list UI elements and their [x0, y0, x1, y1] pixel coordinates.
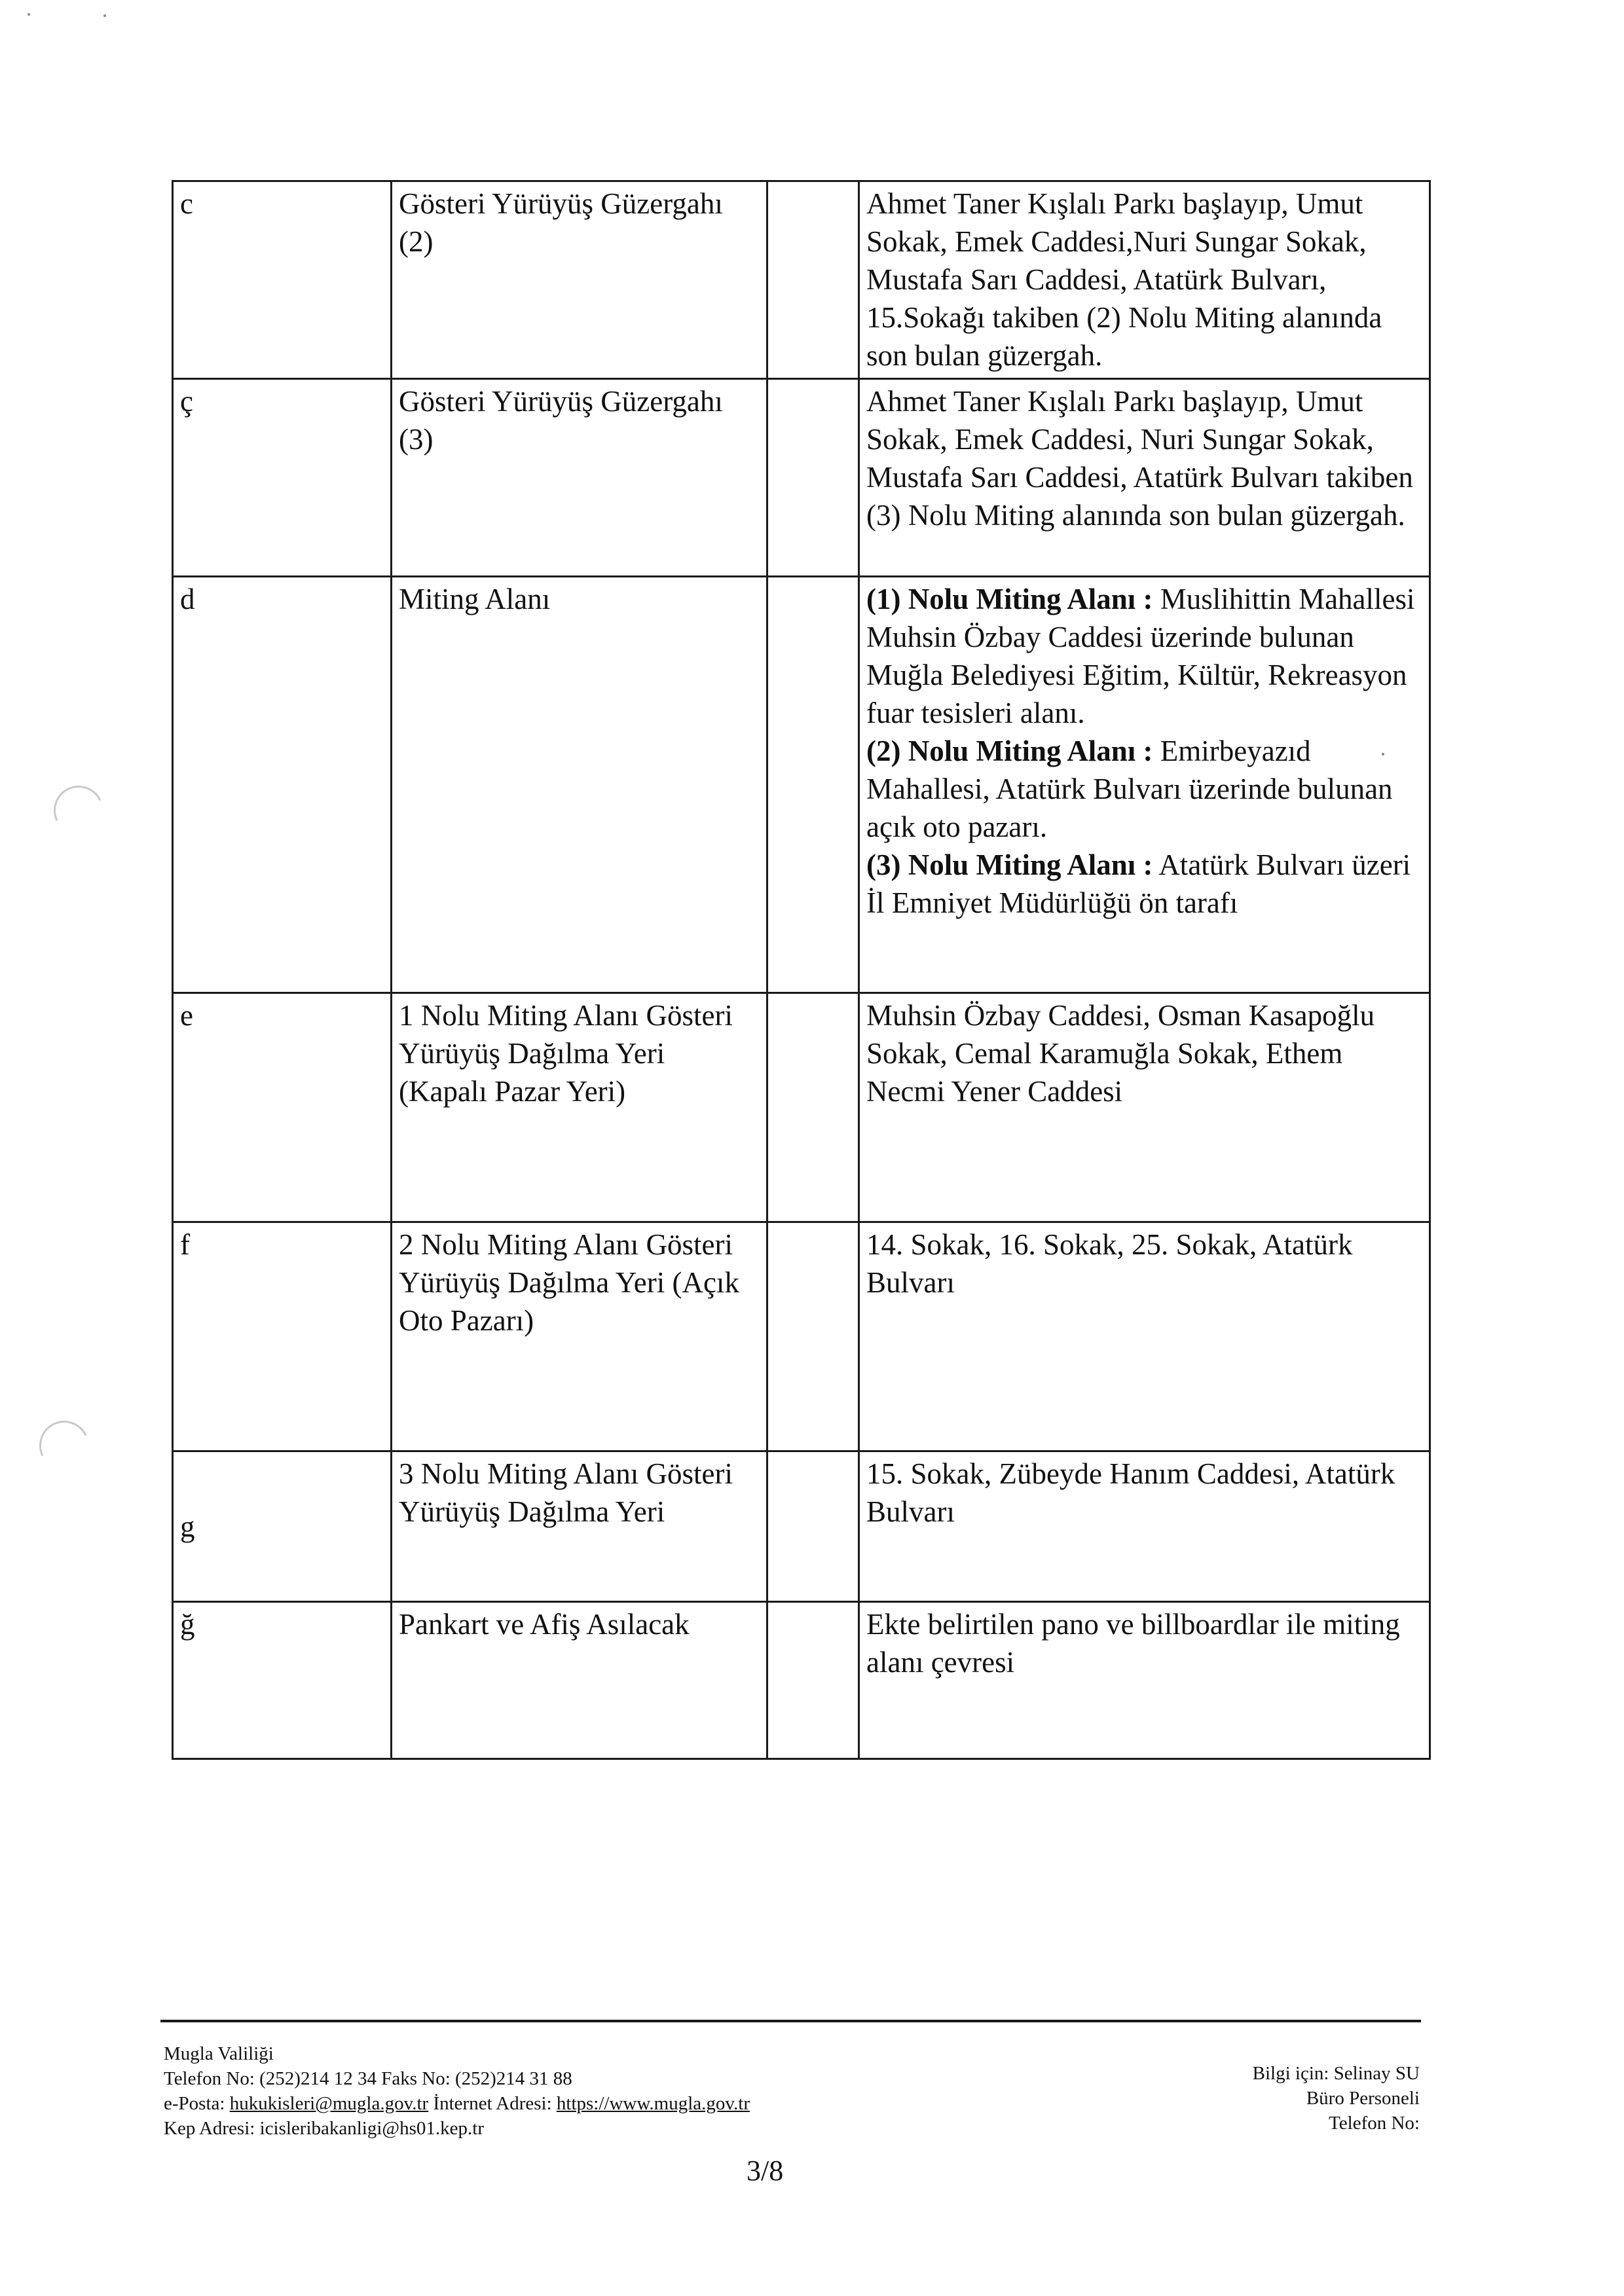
empty-cell [767, 993, 859, 1222]
footer-web-link[interactable]: https://www.mugla.gov.tr [556, 2093, 750, 2114]
row-label: d [173, 577, 392, 993]
footer-email-line [164, 2091, 750, 2116]
empty-cell [767, 181, 859, 379]
table-row [173, 1222, 1430, 1451]
row-description: Ahmet Taner Kışlalı Parkı başlayıp, Umut Sokak, Emek Caddesi, Nuri Sungar Sokak, Mustafa Sarı Caddesi, Atatürk Bulvarı takiben (3) Nolu Miting alanında son bulan güzergah. [859, 379, 1430, 577]
footer-info-role: Büro Personeli [1306, 2088, 1420, 2109]
row-description: 14. Sokak, 16. Sokak, 25. Sokak, Atatürk Bulvarı [859, 1222, 1430, 1451]
miting-area-2 [866, 732, 1422, 846]
footer-info-phone: Telefon No: [1329, 2113, 1420, 2134]
row-label: ç [173, 379, 392, 577]
footer-info [1079, 2061, 1420, 2136]
miting-area-3 [866, 846, 1422, 922]
table-row [173, 577, 1430, 993]
table-row [173, 1602, 1430, 1759]
miting-area-text: Atatürk Bulvarı üzeri İl Emniyet Müdürlüğü ön tarafı [866, 848, 1411, 919]
scan-speck [28, 13, 30, 16]
footer-contact [164, 2041, 750, 2141]
row-name: Gösteri Yürüyüş Güzergahı (3) [392, 379, 767, 577]
route-table [172, 180, 1431, 1760]
row-name: Pankart ve Afiş Asılacak [392, 1602, 767, 1759]
miting-area-text: Emirbeyazıd Mahallesi, Atatürk Bulvarı üzerinde bulunan açık oto pazarı. [866, 735, 1393, 843]
punch-hole-mark [32, 1413, 96, 1477]
row-label: e [173, 993, 392, 1222]
footer-email-link[interactable]: hukukisleri@mugla.gov.tr [229, 2093, 429, 2114]
row-label: c [173, 181, 392, 379]
footer-org: Mugla Valiliği [164, 2043, 274, 2064]
row-name: 2 Nolu Miting Alanı Gösteri Yürüyüş Dağılma Yeri (Açık Oto Pazarı) [392, 1222, 767, 1451]
row-description: Ekte belirtilen pano ve billboardlar ile miting alanı çevresi [859, 1602, 1430, 1759]
empty-cell [767, 1451, 859, 1602]
row-description: Muhsin Özbay Caddesi, Osman Kasapoğlu Sokak, Cemal Karamuğla Sokak, Ethem Necmi Yener Caddesi [859, 993, 1430, 1222]
footer-phone: Telefon No: (252)214 12 34 Faks No: (252)214 31 88 [164, 2068, 572, 2089]
row-name: Gösteri Yürüyüş Güzergahı (2) [392, 181, 767, 379]
miting-area-title: (3) Nolu Miting Alanı : [866, 848, 1153, 881]
row-name: 3 Nolu Miting Alanı Gösteri Yürüyüş Dağılma Yeri [392, 1451, 767, 1602]
row-label: f [173, 1222, 392, 1451]
empty-cell [767, 1222, 859, 1451]
footer-kep: Kep Adresi: icisleribakanligi@hs01.kep.tr [164, 2118, 484, 2139]
empty-cell [767, 1602, 859, 1759]
row-name: Miting Alanı [392, 577, 767, 993]
page-number: 3/8 [747, 2155, 784, 2187]
miting-area-1 [866, 580, 1422, 732]
empty-cell [767, 379, 859, 577]
punch-hole-mark [46, 778, 110, 842]
miting-area-title: (2) Nolu Miting Alanı : [866, 735, 1153, 767]
row-label: g [173, 1451, 392, 1602]
row-description: 15. Sokak, Zübeyde Hanım Caddesi, Atatürk Bulvarı [859, 1451, 1430, 1602]
table-row [173, 181, 1430, 379]
scan-speck [103, 14, 106, 17]
footer-email-label: e-Posta: [164, 2093, 225, 2114]
row-name: 1 Nolu Miting Alanı Gösteri Yürüyüş Dağılma Yeri (Kapalı Pazar Yeri) [392, 993, 767, 1222]
footer-info-label: Bilgi için: Selinay SU [1252, 2063, 1420, 2084]
footer-web-label: İnternet Adresi: [433, 2093, 552, 2114]
miting-area-title: (1) Nolu Miting Alanı : [866, 583, 1153, 615]
row-label: ğ [173, 1602, 392, 1759]
miting-area-text: Muslihittin Mahallesi Muhsin Özbay Caddesi üzerinde bulunan Muğla Belediyesi Eğitim, Kültür, Rekreasyon fuar tesisleri alanı. [866, 583, 1415, 729]
footer-divider [160, 2020, 1421, 2022]
table-row [173, 1451, 1430, 1602]
miting-areas-cell [859, 577, 1430, 993]
empty-cell [767, 577, 859, 993]
table-row [173, 993, 1430, 1222]
row-description: Ahmet Taner Kışlalı Parkı başlayıp, Umut Sokak, Emek Caddesi,Nuri Sungar Sokak, Mustafa Sarı Caddesi, Atatürk Bulvarı, 15.Sokağı takiben (2) Nolu Miting alanında son bulan güzergah. [859, 181, 1430, 379]
table-row [173, 379, 1430, 577]
